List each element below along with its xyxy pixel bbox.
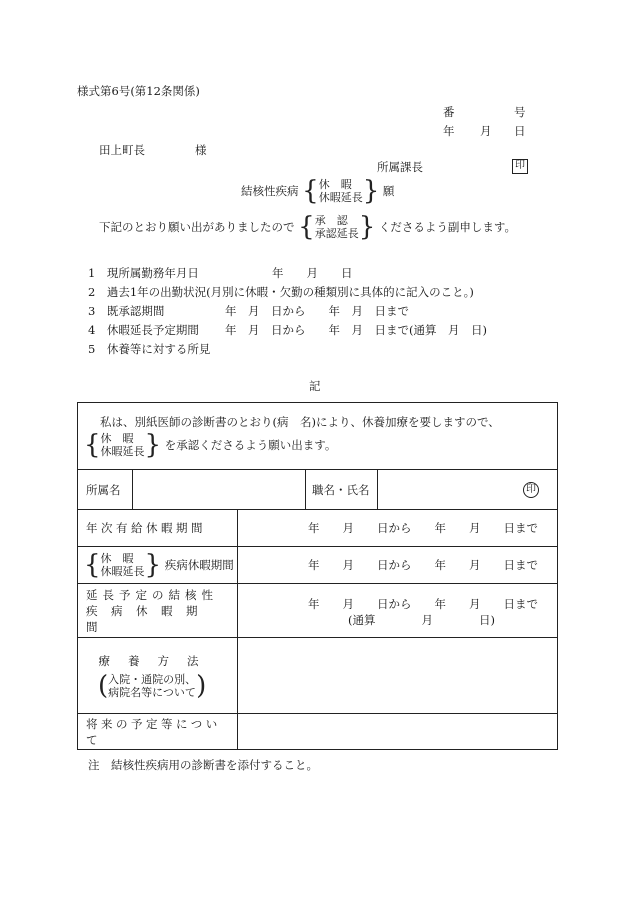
list-item: 3 既承認期間: [88, 304, 165, 318]
list-item: 4 休暇延長予定期間: [88, 323, 199, 337]
name-label-cell: 職名・氏名: [306, 470, 378, 510]
seal-stamp: 印: [512, 159, 528, 174]
list-item-detail: 年 月 日から 年 月 日まで: [225, 304, 409, 318]
sick-brace: [84, 552, 161, 578]
sick-leave-period[interactable]: 年 月 日から 年 月 日まで: [238, 547, 558, 584]
extension-label-line1: 延長予定の結核性: [86, 587, 218, 602]
title-prefix: 結核性疾病: [241, 184, 299, 198]
intro-line: [99, 214, 516, 240]
right-brace-icon: }: [358, 212, 376, 242]
left-brace-icon: {: [84, 430, 101, 460]
application-table: [77, 402, 558, 750]
statement-line1: 私は、別紙医師の診断書のとおり(病 名)により、休養加療を要しますので、: [100, 415, 500, 429]
left-brace-icon: {: [84, 550, 101, 580]
list-item: 1 現所属勤務年月日: [88, 266, 199, 280]
date-day: 日: [514, 124, 526, 138]
annual-leave-label: 年次有給休暇期間: [86, 521, 206, 535]
intro-suffix: くださるよう副申します。: [378, 220, 516, 234]
footnote: 注 結核性疾病用の診断書を添付すること。: [88, 758, 318, 772]
affiliation-input[interactable]: [133, 470, 306, 510]
addressee: 田上町長: [99, 143, 145, 157]
list-item: 5 休養等に対する所見: [88, 342, 211, 356]
title: [241, 178, 394, 204]
sick-option-leave: 休 暇: [100, 552, 134, 565]
right-brace-icon: }: [144, 550, 162, 580]
title-option-leave: 休 暇: [318, 178, 352, 191]
future-input[interactable]: [238, 714, 558, 750]
number-label-b: 号: [514, 105, 526, 119]
annual-leave-label-cell: [78, 510, 238, 547]
ki-heading: 記: [309, 379, 321, 393]
annual-leave-period[interactable]: 年 月 日から 年 月 日まで: [238, 510, 558, 547]
extension-total: (通算 月 日): [348, 613, 495, 627]
left-brace-icon: {: [298, 212, 315, 242]
affiliation-label-cell: 所属名: [78, 470, 133, 510]
intro-prefix: 下記のとおり願い出がありましたので: [99, 220, 295, 234]
sick-leave-label: 疾病休暇期間: [164, 558, 234, 572]
right-paren-icon: ): [196, 670, 207, 701]
intro-option-extend: 承認延長: [314, 227, 359, 240]
statement-brace: [84, 432, 161, 458]
extension-label-cell: [78, 584, 238, 638]
statement-option-leave: 休 暇: [100, 432, 134, 445]
treatment-note: [86, 670, 229, 701]
title-option-extension: 休暇延長: [318, 191, 363, 204]
honorific: 様: [195, 143, 207, 157]
date-month: 月: [480, 124, 492, 138]
treatment-input[interactable]: [238, 638, 558, 714]
intro-brace: [298, 214, 375, 240]
sick-leave-label-cell: [78, 547, 238, 584]
treatment-note-line2: 病院名等について: [108, 685, 196, 699]
list-item-detail: 年 月 日: [272, 266, 353, 280]
title-suffix: 願: [382, 184, 395, 198]
extension-label-line2: 疾病休暇期間: [86, 603, 211, 634]
intro-option-approve: 承 認: [314, 214, 348, 227]
name-input[interactable]: [378, 470, 558, 510]
list-item: 2 過去1年の出勤状況(月別に休暇・欠勤の種類別に具体的に記入のこと。): [88, 285, 474, 299]
statement-cell: [78, 403, 558, 470]
treatment-note-line1: 入院・通院の別、: [108, 672, 197, 686]
left-paren-icon: (: [98, 670, 109, 701]
future-label-cell: [78, 714, 238, 750]
sick-option-extension: 休暇延長: [100, 565, 145, 578]
right-brace-icon: }: [144, 430, 162, 460]
treatment-label-cell: [78, 638, 238, 714]
date-year: 年: [443, 124, 455, 138]
treatment-label: 療養方法: [98, 653, 217, 668]
seal-circle-icon: 印: [523, 482, 539, 498]
extension-period: 年 月 日から 年 月 日まで: [308, 597, 538, 611]
left-brace-icon: {: [302, 176, 319, 206]
statement-line2-wrap: [84, 432, 551, 458]
future-label: 将来の予定等について: [86, 716, 221, 747]
extension-period-cell[interactable]: [238, 584, 558, 638]
dept-head: 所属課長: [377, 160, 423, 174]
form-number: 様式第6号(第12条関係): [77, 84, 200, 98]
title-brace: [302, 178, 379, 204]
list-item-detail: 年 月 日から 年 月 日まで(通算 月 日): [225, 323, 487, 337]
statement-option-extension: 休暇延長: [100, 445, 145, 458]
statement-line2: を承認くださるよう願い出ます。: [164, 438, 337, 452]
right-brace-icon: }: [362, 176, 380, 206]
number-label-a: 番: [443, 105, 455, 119]
